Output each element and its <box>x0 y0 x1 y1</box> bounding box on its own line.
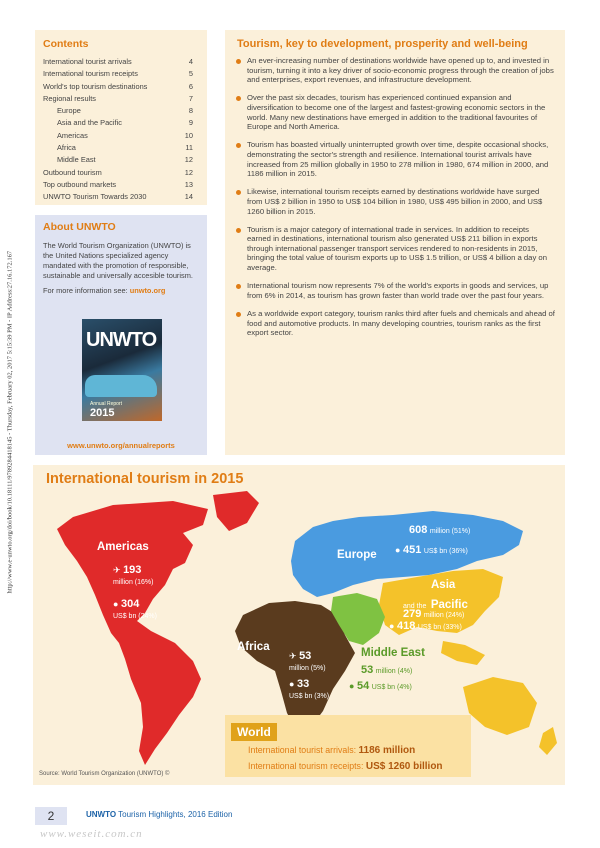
annual-report-cover <box>82 319 162 421</box>
contents-item-page: 4 <box>188 57 193 66</box>
americas-receipts-unit: US$ bn (24%) <box>113 613 157 620</box>
contents-item-label: Regional results <box>43 93 96 103</box>
cover-subtitle: Annual Report <box>90 401 122 407</box>
asia-label-pacific: Pacific <box>430 599 468 611</box>
americas-label: Americas <box>97 541 149 553</box>
asia-receipts-value: 418 <box>396 620 416 632</box>
contents-item-label: Middle East <box>57 155 96 165</box>
europe-arrivals-value: 608 <box>409 524 428 536</box>
europe-receipts-unit: US$ bn (36%) <box>423 548 468 555</box>
world-title: World <box>231 723 277 741</box>
contents-item-label: International tourist arrivals <box>43 57 132 66</box>
contents-item-label: Top outbound markets <box>43 179 117 189</box>
bullet-item: International tourism now represents 7% of the world's exports in goods and services, up from 6% in 2014, as tourism has grown faster than world trade over the past four years. <box>247 281 555 300</box>
about-panel <box>35 215 207 455</box>
southeast-asia-shape <box>441 641 485 665</box>
americas-receipts-value: 304 <box>120 598 140 610</box>
world-receipts-value: US$ 1260 billion <box>365 761 443 772</box>
contents-item[interactable] <box>43 68 199 80</box>
middle-east-receipts-value: 54 <box>356 680 370 692</box>
contents-item-label: Outbound tourism <box>43 167 102 177</box>
asia-arrivals-unit: million (24%) <box>423 612 465 619</box>
asia-label: Asia <box>431 579 456 591</box>
page-number: 2 <box>35 807 67 825</box>
contents-item[interactable] <box>43 154 199 166</box>
europe-receipts-value: 451 <box>402 544 422 556</box>
contents-item-page: 14 <box>184 192 193 202</box>
europe-arrivals-unit: million (51%) <box>429 528 471 535</box>
bullet-item: Over the past six decades, tourism has experienced continued expansion and diversification to become one of the largest and fastest-growing economic sectors in the world. Many new destinations have emerged in addition to the traditional favourites of Europe and North America. <box>247 93 555 131</box>
contents-item[interactable] <box>43 167 199 179</box>
contents-item[interactable] <box>43 130 199 142</box>
coins-icon: ● <box>289 679 295 689</box>
greenland-shape <box>213 491 259 531</box>
contents-item[interactable] <box>43 56 199 68</box>
asia-receipts <box>389 621 462 633</box>
contents-item-page: 9 <box>188 118 193 128</box>
bullet-item: Tourism has boasted virtually uninterrupted growth over time, despite occasional shocks, demonstrating the sector's strength and resilience. International tourist arrivals have increased from 25 million globally in 1950 to 278 million in 1980, 674 million in 2000, and 1186 million in 2015. <box>247 140 555 178</box>
contents-item-page: 11 <box>185 143 193 153</box>
contents-panel <box>35 30 207 205</box>
cover-logo: UNWTO <box>86 329 157 351</box>
about-title: About UNWTO <box>43 221 116 233</box>
europe-arrivals <box>409 525 470 537</box>
contents-item[interactable] <box>43 93 199 105</box>
coins-icon: ● <box>395 545 401 555</box>
contents-item-label: Africa <box>57 143 76 153</box>
contents-item-label: Asia and the Pacific <box>57 118 122 128</box>
contents-item-label: World's top tourism destinations <box>43 81 148 91</box>
world-arrivals <box>248 745 415 756</box>
contents-item-label: Americas <box>57 130 88 140</box>
cover-year: 2015 <box>90 407 115 419</box>
world-arrivals-label: International tourist arrivals: <box>248 745 357 755</box>
contents-title: Contents <box>43 38 89 50</box>
middle-east-arrivals <box>361 665 412 677</box>
bullet-item: An ever-increasing number of destinations worldwide have opened up to, and invested in tourism, turning it into a key driver of socio-economic progress through the creation of jobs and enterprises, export revenues, and infrastructure development. <box>247 56 554 85</box>
about-more-link[interactable]: unwto.org <box>129 286 166 295</box>
americas-receipts <box>113 599 157 622</box>
australia-shape <box>463 677 537 735</box>
contents-item-page: 7 <box>188 93 193 103</box>
coins-icon: ● <box>389 621 395 631</box>
africa-receipts <box>289 679 329 702</box>
world-map-panel <box>33 465 565 785</box>
contents-item-label: UNWTO Tourism Towards 2030 <box>43 192 147 202</box>
coins-icon: ● <box>349 681 355 691</box>
about-text: The World Tourism Organization (UNWTO) is the United Nations specialized agency mandated with the promotion of responsible, sustainable and universally accesible tourism. <box>43 241 193 280</box>
africa-label: Africa <box>237 641 270 653</box>
contents-item-page: 12 <box>184 167 193 177</box>
main-text-panel <box>225 30 565 455</box>
newzealand-shape <box>539 727 557 755</box>
contents-list <box>35 56 207 204</box>
americas-arrivals <box>113 565 153 588</box>
africa-receipts-unit: US$ bn (3%) <box>289 693 330 700</box>
americas-arrivals-unit: million (16%) <box>113 579 154 586</box>
contents-item-page: 5 <box>188 69 193 79</box>
contents-item[interactable] <box>43 179 199 191</box>
person-icon: ✈ <box>113 565 121 575</box>
coins-icon: ● <box>113 599 119 609</box>
africa-receipts-value: 33 <box>296 678 310 690</box>
bullet-item: Tourism is a major category of international trade in services. In addition to receipts earned in destinations, international tourism also generated US$ 211 billion in exports through international passenger transport services rendered to non-residents in 2015, bringing the total value of tourism exports up to US$ 1.5 trillion, or US$ 4 billion a day on average. <box>247 225 555 273</box>
africa-arrivals-value: 53 <box>299 650 312 662</box>
contents-item[interactable] <box>43 81 199 93</box>
europe-receipts <box>395 545 468 557</box>
side-access-url: http://www.e-unwto.org/doi/book/10.18111/9789284418145 - Thursday, February 02, 2017 5:15:39 PM - IP Address:27.16.172.167 <box>6 250 14 594</box>
middle-east-receipts <box>349 681 412 693</box>
person-icon: ✈ <box>289 651 297 661</box>
contents-item[interactable] <box>43 191 199 203</box>
middle-east-arrivals-value: 53 <box>361 664 374 676</box>
world-receipts-label: International tourism receipts: <box>248 761 364 771</box>
contents-item[interactable] <box>43 117 199 129</box>
asia-label-and-the: and the <box>403 603 427 610</box>
footer-publication: Tourism Highlights, 2016 Edition <box>118 810 233 819</box>
footer-text <box>86 810 232 819</box>
bullet-item: Likewise, international tourism receipts earned by destinations worldwide have surged from US$ 2 billion in 1950 to US$ 104 billion in 1980, US$ 495 billion in 2000, and US$ 1260 billion in 2015. <box>247 187 555 216</box>
watermark: www.weseit.com.cn <box>40 828 143 840</box>
contents-item-page: 8 <box>188 106 193 116</box>
middle-east-arrivals-unit: million (4%) <box>375 668 413 675</box>
bullet-item: As a worldwide export category, tourism ranks third after fuels and chemicals and ahead of food and automotive products. In many developing countries, tourism ranks as the first export sector. <box>247 309 555 338</box>
contents-item-page: 6 <box>188 81 193 91</box>
contents-item[interactable] <box>43 142 199 154</box>
contents-item-page: 12 <box>184 155 193 165</box>
footer-brand: UNWTO <box>86 810 117 819</box>
contents-item[interactable] <box>43 105 199 117</box>
middle-east-receipts-unit: US$ bn (4%) <box>371 684 412 691</box>
europe-label: Europe <box>337 549 377 561</box>
bullet-list <box>225 56 565 338</box>
asia-arrivals-value: 279 <box>403 608 422 620</box>
annual-reports-link[interactable]: www.unwto.org/annualreports <box>67 441 175 450</box>
about-more-label: For more information see: <box>43 286 128 295</box>
contents-item-label: International tourism receipts <box>43 69 138 79</box>
contents-item-page: 13 <box>184 179 193 189</box>
main-title: Tourism, key to development, prosperity and well-being <box>237 38 528 50</box>
map-source: Source: World Tourism Organization (UNWTO) © <box>39 771 170 777</box>
middle-east-label: Middle East <box>361 647 425 659</box>
contents-item-label: Europe <box>57 106 81 116</box>
car-image <box>85 375 157 397</box>
americas-arrivals-value: 193 <box>123 564 142 576</box>
contents-item-page: 10 <box>184 130 193 140</box>
map-title: International tourism in 2015 <box>46 471 244 487</box>
about-more-info <box>43 286 199 296</box>
asia-receipts-unit: US$ bn (33%) <box>417 624 462 631</box>
world-receipts <box>248 761 443 772</box>
world-arrivals-value: 1186 million <box>358 745 416 756</box>
africa-arrivals <box>289 651 326 674</box>
africa-arrivals-unit: million (5%) <box>289 665 326 672</box>
